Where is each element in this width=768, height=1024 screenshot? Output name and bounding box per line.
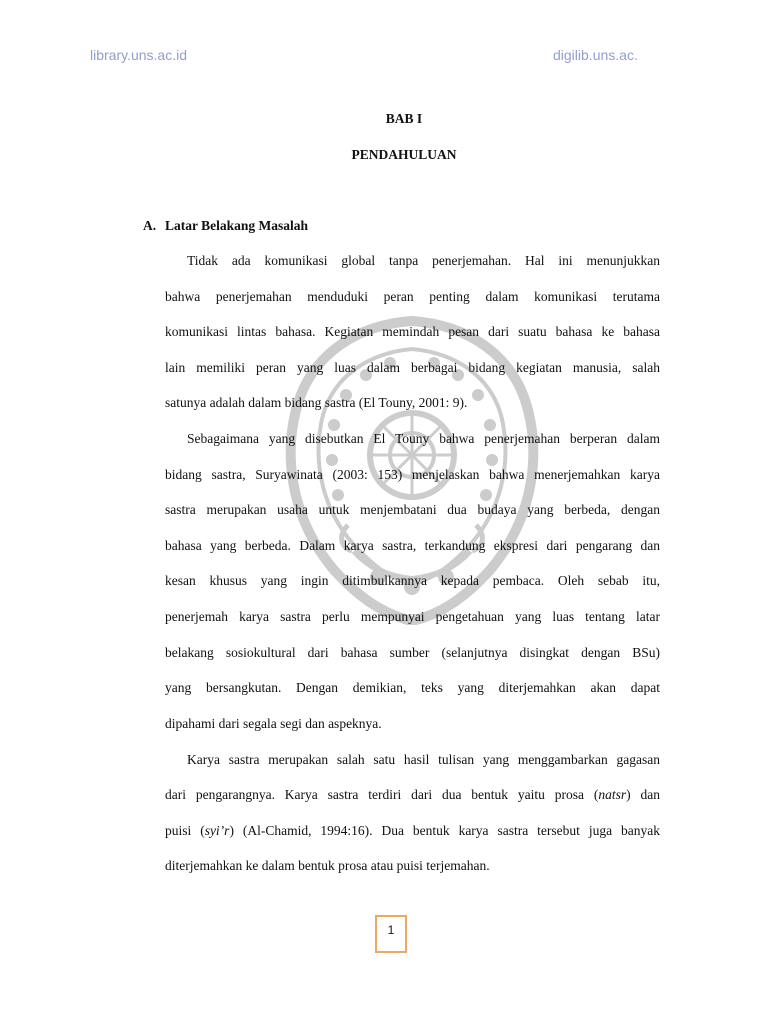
body-line: kesan khusus yang ingin ditimbulkannya kepada pembaca. Oleh sebab itu, [165, 573, 660, 588]
header-library-url: library.uns.ac.id [90, 47, 188, 63]
section-marker: A. [143, 218, 157, 233]
body-line: lain memiliki peran yang luas dalam berbagai bidang kegiatan manusia, salah [165, 360, 660, 375]
body-line: bidang sastra, Suryawinata (2003: 153) menjelaskan bahwa menerjemahkan karya [165, 467, 660, 482]
body-line: satunya adalah dalam bidang sastra (El Touny, 2001: 9). [165, 395, 468, 410]
body-line: diterjemahkan ke dalam bentuk prosa atau puisi terjemahan. [165, 858, 490, 873]
body-line: komunikasi lintas bahasa. Kegiatan memindah pesan dari suatu bahasa ke bahasa [165, 324, 660, 339]
body-line: yang bersangkutan. Dengan demikian, teks yang diterjemahkan akan dapat [165, 680, 660, 695]
page-number: 1 [375, 915, 407, 953]
chapter-title: PENDAHULUAN [351, 147, 457, 162]
body-line: belakang sosiokultural dari bahasa sumber (selanjutnya disingkat dengan BSu) [165, 645, 660, 660]
body-line: penerjemah karya sastra perlu mempunyai pengetahuan yang luas tentang latar [165, 609, 660, 624]
body-line: bahasa yang berbeda. Dalam karya sastra, terkandung ekspresi dari pengarang dan [165, 538, 660, 553]
header-digilib-url: digilib.uns.ac. [553, 47, 638, 63]
chapter-number: BAB I [385, 111, 423, 126]
body-line: dipahami dari segala segi dan aspeknya. [165, 716, 382, 731]
section-title: Latar Belakang Masalah [165, 218, 309, 233]
section-heading [143, 218, 308, 234]
body-line: bahwa penerjemahan menduduki peran penting dalam komunikasi terutama [165, 289, 660, 304]
body-line: puisi (syi’r) (Al-Chamid, 1994:16). Dua bentuk karya sastra tersebut juga banyak [165, 823, 660, 838]
body-line: sastra merupakan usaha untuk menjembatani dua budaya yang berbeda, dengan [165, 502, 660, 517]
body-line: dari pengarangnya. Karya sastra terdiri dari dua bentuk yaitu prosa (natsr) dan [165, 787, 660, 802]
body-line: Karya sastra merupakan salah satu hasil tulisan yang menggambarkan gagasan [187, 752, 660, 767]
body-line: Tidak ada komunikasi global tanpa penerjemahan. Hal ini menunjukkan [187, 253, 660, 268]
body-line: Sebagaimana yang disebutkan El Touny bahwa penerjemahan berperan dalam [187, 431, 660, 446]
